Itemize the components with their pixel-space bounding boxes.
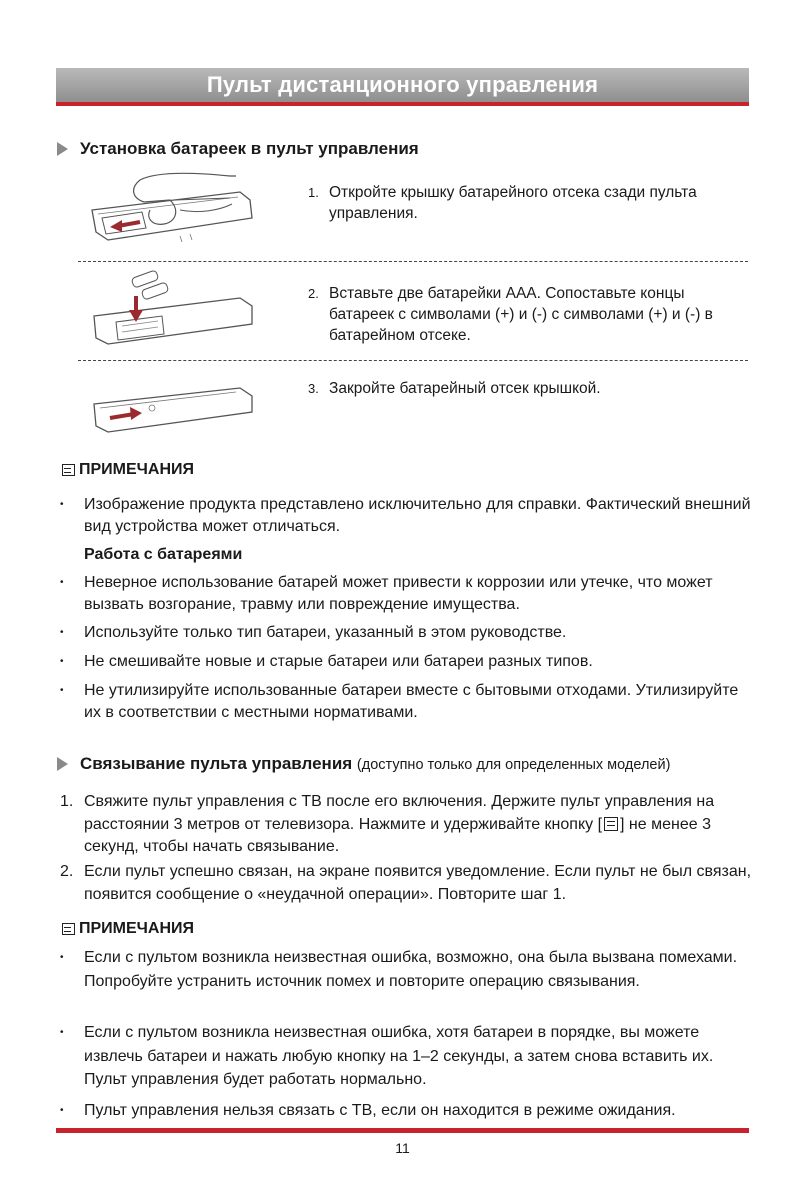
note-text: Изображение продукта представлено исключительно для справки. Фактический внешний вид устройства может отличаться. [84, 496, 751, 535]
bullet-dot: • [60, 656, 64, 667]
note-text: Если с пультом возникла неизвестная ошибка, возможно, она была вызвана помехами. Попробуйте устранить источник помех и повторите операцию связывания. [84, 949, 738, 990]
step-text: Откройте крышку батарейного отсека сзади пульта управления. [329, 184, 697, 222]
step-text: Если пульт успешно связан, на экране появится уведомление. Если пульт не был связан, появится сообщение о «неудачной операции». Повторите шаг 1. [84, 863, 752, 903]
section-heading-text: Связывание пульта управления [80, 754, 353, 773]
bullet-dot: • [60, 952, 64, 963]
note-icon [62, 923, 75, 935]
note-bullet [60, 946, 750, 1014]
close-cover-illustration [80, 378, 270, 440]
triangle-bullet-icon [57, 142, 68, 156]
page-header-bar [56, 68, 749, 106]
notes-heading-text: ПРИМЕЧАНИЯ [79, 461, 195, 478]
note-text: Пульт управления нельзя связать с ТВ, если он находится в режиме ожидания. [84, 1102, 676, 1119]
install-step-3 [308, 378, 748, 400]
open-cover-illustration [80, 170, 270, 252]
notes-heading-text: ПРИМЕЧАНИЯ [79, 920, 195, 937]
step-text-part: Свяжите пульт управления с ТВ после его включения. Держите пульт управления на расстоянии 3 метров от телевизора. Нажмите и удерживайте кнопку [ [84, 793, 715, 833]
note-icon [62, 464, 75, 476]
section-heading-text: Установка батареек в пульт управления [80, 139, 419, 158]
page-title: Пульт дистанционного управления [206, 72, 599, 97]
menu-button-icon [604, 817, 618, 831]
bullet-dot: • [60, 685, 64, 696]
bullet-dot: • [60, 1105, 64, 1116]
step-number: 1. [60, 793, 74, 810]
notes-heading [62, 920, 194, 938]
pairing-step-1 [60, 791, 750, 859]
battery-bullet [60, 680, 750, 724]
footer-rule [56, 1128, 749, 1133]
step-text: Закройте батарейный отсек крышкой. [329, 380, 601, 397]
notes-heading [62, 461, 194, 479]
bullet-text: Неверное использование батарей может привести к коррозии или утечке, что может вызвать возгорание, травму или повреждение имущества. [84, 574, 713, 613]
dashed-divider [78, 360, 748, 361]
insert-batteries-illustration [80, 268, 270, 354]
section-heading-pairing [57, 754, 670, 774]
battery-handling-heading: Работа с батареями [84, 546, 243, 563]
battery-bullet [60, 622, 750, 644]
bullet-dot: • [60, 1027, 64, 1038]
battery-bullet [60, 651, 750, 673]
section-heading-note: (доступно только для определенных моделей) [356, 757, 671, 773]
bullet-dot: • [60, 577, 64, 588]
note-bullet [60, 494, 750, 538]
note-bullet [60, 1100, 750, 1123]
bullet-text: Не утилизируйте использованные батареи вместе с бытовыми отходами. Утилизируйте их в соответствии с местными нормативами. [84, 682, 739, 721]
battery-bullet [60, 572, 750, 616]
install-step-2 [308, 283, 748, 349]
triangle-bullet-icon [57, 757, 68, 771]
step-text: Вставьте две батарейки AAA. Сопоставьте концы батареек с символами (+) и (-) с символами (+) и (-) в батарейном отсеке. [329, 285, 713, 344]
bullet-text: Не смешивайте новые и старые батареи или батареи разных типов. [84, 653, 593, 670]
step-number: 3. [308, 381, 319, 396]
step-number: 2. [308, 286, 319, 301]
bullet-dot: • [60, 499, 64, 510]
step-text-part: ] не менее 3 секунд, чтобы начать связывание. [84, 815, 711, 855]
pairing-step-2 [60, 861, 750, 906]
dashed-divider [78, 261, 748, 262]
install-step-1 [308, 182, 748, 226]
note-text: Если с пультом возникла неизвестная ошибка, хотя батареи в порядке, вы можете извлечь батареи и нажать любую кнопку на 1–2 секунды, а затем снова вставить их. Пульт управления будет работать нормально. [84, 1024, 714, 1088]
step-number: 2. [60, 863, 74, 880]
note-bullet [60, 1021, 750, 1091]
step-number: 1. [308, 185, 319, 200]
bullet-text: Используйте только тип батареи, указанный в этом руководстве. [84, 624, 567, 641]
bullet-dot: • [60, 627, 64, 638]
section-heading-battery-install [57, 139, 419, 159]
page-number: 11 [395, 1140, 410, 1156]
step-text [84, 791, 752, 859]
